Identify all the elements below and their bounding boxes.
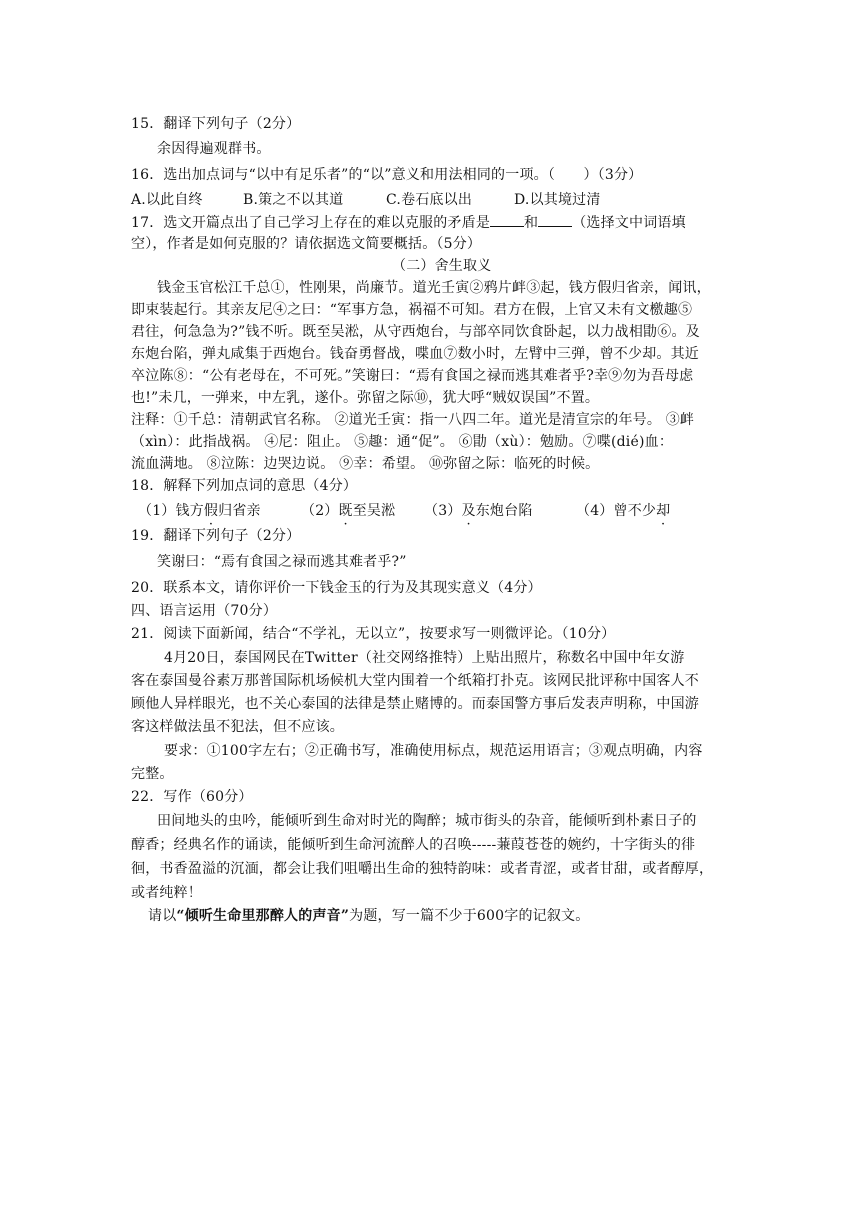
dotted-word: 及	[461, 503, 476, 519]
section-2-title: （二）舍生取义	[392, 258, 492, 274]
prompt-line: 田间地头的虫吟，能倾听到生命对时光的陶醉；城市街头的杂音，能倾听到朴素日子的	[157, 813, 697, 829]
q21-requirement-line: 要求：①100字左右；②正确书写，准确使用标点，规范运用语言；③观点明确，内容	[164, 743, 703, 759]
q16-option-d: D.以其境过清	[514, 192, 601, 208]
q22-task-pre: 请以	[148, 908, 177, 924]
part-4-heading: 四、语言运用（70分）	[131, 603, 278, 619]
q18-item-text: （4）曾不少	[576, 503, 657, 519]
q20-heading: 20．联系本文，请你评价一下钱金玉的行为及其现实意义（4分）	[131, 580, 542, 596]
notes-line: 注释：①千总：清朝武官名称。 ②道光壬寅：指一八四二年。道光是清宣宗的年号。 ③衅	[131, 412, 695, 428]
passage-line: 君往，何急急为?”钱不听。既至吴淞，从守西炮台，与部卒同饮食卧起，以力战相勖⑥。及	[131, 324, 700, 340]
q18-item-text: 归省亲	[218, 503, 261, 519]
prompt-line: 或者纯粹！	[131, 885, 202, 901]
q19-sentence: 笑谢曰：“焉有食国之禄而逃其难者乎?”	[157, 554, 407, 570]
q17-text-b: 和	[524, 215, 539, 231]
q16-option-a: A.以此自终	[131, 192, 203, 208]
q16-option-c: C.卷石底以出	[386, 192, 473, 208]
q17-line-1	[131, 212, 686, 233]
q16-option-b: B.策之不以其道	[243, 192, 344, 208]
q22-task	[148, 906, 589, 926]
dotted-word: 既	[338, 503, 353, 519]
q15-sentence: 余因得遍观群书。	[157, 141, 271, 157]
prompt-line: 徊，书香盈溢的沉湎，都会让我们咀嚼出生命的独特韵味：或者青涩，或者甘甜，或者醇厚，	[131, 861, 714, 877]
passage-line: 也!”未几，一弹来，中左乳，遂仆。弥留之际⑩，犹大呼“贼奴误国”不置。	[131, 390, 600, 406]
dotted-word: 假	[203, 503, 219, 519]
q21-requirement-line: 完整。	[131, 766, 174, 782]
dotted-word: 却	[656, 503, 671, 519]
q22-task-post: 为题，写一篇不少于600字的记叙文。	[349, 908, 590, 924]
q17-text-a: 17．选文开篇点出了自己学习上存在的难以克服的矛盾是	[131, 215, 491, 231]
q18-item-3	[424, 501, 533, 521]
q19-heading: 19．翻译下列句子（2分）	[131, 528, 301, 544]
q18-item-text: 至吴淞	[352, 503, 396, 519]
q17-line-2: 空），作者是如何克服的？请依据选文简要概括。（5分）	[131, 236, 482, 252]
q16-heading: 16．选出加点词与“以中有足乐者”的“以”意义和用法相同的一项。（ ）（3分）	[131, 167, 643, 183]
q22-heading: 22．写作（60分）	[131, 789, 253, 805]
q21-heading: 21．阅读下面新闻，结合“不学礼，无以立”，按要求写一则微评论。（10分）	[131, 626, 616, 642]
news-line: 顾他人异样眼光，也不关心泰国的法律是禁止赌博的。而泰国警方事后发表声明称，中国游	[131, 696, 699, 712]
passage-line: 钱金玉官松江千总①，性刚果，尚廉节。道光壬寅②鸦片衅③起，钱方假归省亲，闻讯，	[157, 280, 711, 296]
q22-task-title: “倾听生命里那醉人的声音”	[176, 908, 350, 924]
q18-item-2	[301, 501, 395, 521]
prompt-line: 醇香；经典名作的诵读，能倾听到生命河流醉人的召唤-----蒹葭苍苍的婉约，十字街头的徘	[131, 837, 696, 853]
passage-line: 卒泣陈⑧：“公有老母在，不可死。”笑谢曰：“焉有食国之禄而逃其难者乎?幸⑨勿为吾母虑	[131, 368, 694, 384]
q15-heading: 15．翻译下列句子（2分）	[131, 116, 301, 132]
q18-item-1	[138, 501, 261, 521]
q18-item-text: （3）	[424, 503, 462, 519]
news-line: 客这样做法虽不犯法，但不应该。	[131, 719, 344, 735]
notes-line: （xìn）：此指战祸。 ④尼：阻止。 ⑤趣：通“促”。 ⑥勖（xù）：勉励。⑦喋(dié)血：	[131, 434, 674, 450]
q18-item-text: 东炮台陷	[475, 503, 533, 519]
q17-blank-1	[490, 212, 524, 227]
q18-item-4	[576, 501, 670, 521]
passage-line: 东炮台陷，弹丸咸集于西炮台。钱奋勇督战，喋血⑦数小时，左臂中三弹，曾不少却。其近	[131, 346, 699, 362]
q18-item-text: （1）钱方	[138, 503, 204, 519]
news-line: 客在泰国曼谷素万那普国际机场候机大堂内围着一个纸箱打扑克。该网民批评称中国客人不	[131, 673, 699, 689]
passage-line: 即束装起行。其亲友尼④之曰：“军事方急，祸福不可知。君方在假，上官又未有文檄趣⑤	[131, 302, 693, 318]
notes-line: 流血满地。 ⑧泣陈：边哭边说。 ⑨幸：希望。 ⑩弥留之际：临死的时候。	[131, 456, 600, 472]
q18-heading: 18．解释下列加点词的意思（4分）	[131, 478, 358, 494]
news-line: 4月20日，泰国网民在Twitter（社交网络推特）上贴出照片，称数名中国中年女游	[164, 650, 685, 666]
q18-item-text: （2）	[301, 503, 339, 519]
q17-text-c: （选择文中词语填	[572, 215, 686, 231]
q17-blank-2	[538, 212, 572, 227]
